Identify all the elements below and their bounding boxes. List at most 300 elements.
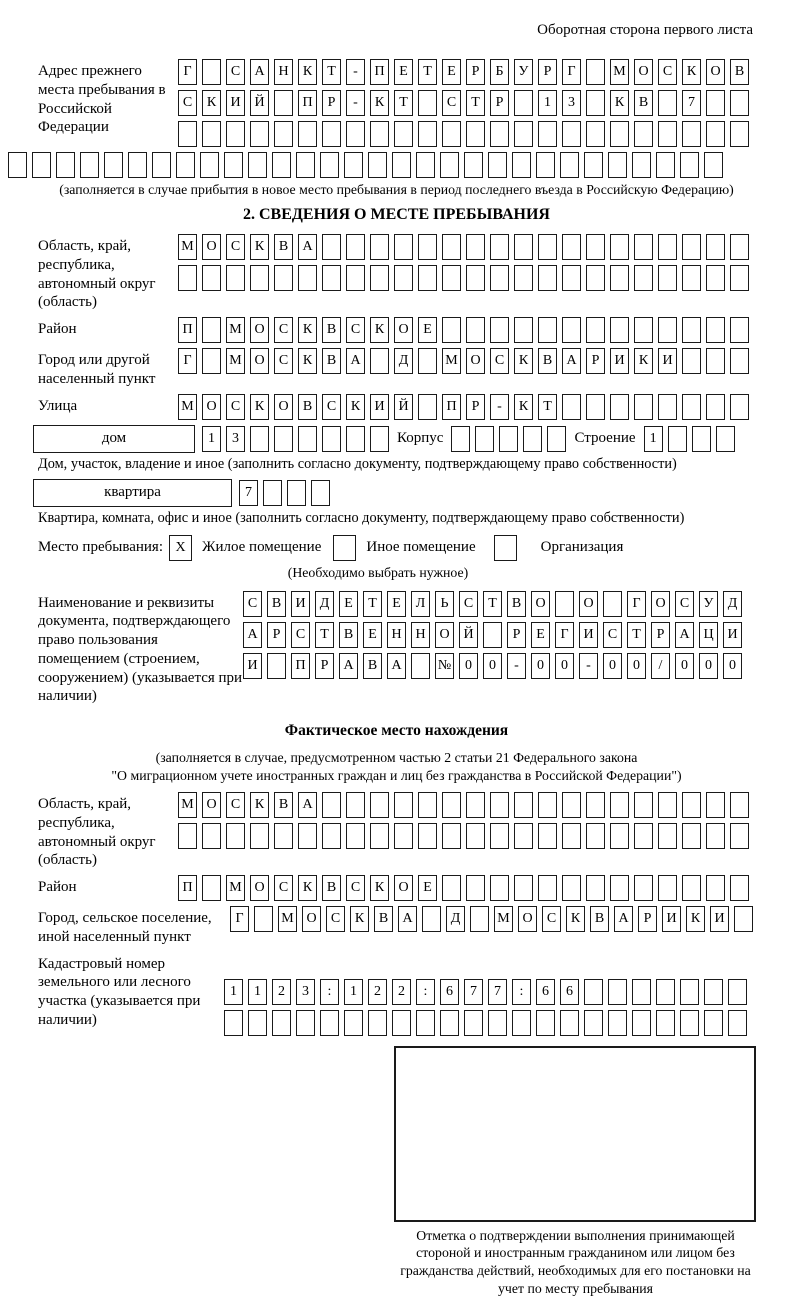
char-cell[interactable] [466, 234, 485, 260]
char-cell[interactable]: В [298, 394, 317, 420]
char-cell[interactable]: С [226, 234, 245, 260]
char-cell[interactable]: Е [394, 59, 413, 85]
char-cell[interactable] [562, 265, 581, 291]
char-cell[interactable]: Г [562, 59, 581, 85]
char-cell[interactable]: 2 [368, 979, 387, 1005]
char-cell[interactable] [346, 234, 365, 260]
stay-checkbox-organization[interactable] [494, 535, 517, 561]
char-cell[interactable] [586, 394, 605, 420]
char-cell[interactable]: А [346, 348, 365, 374]
char-cell[interactable] [514, 792, 533, 818]
char-cell[interactable] [682, 394, 701, 420]
char-cell[interactable]: Т [363, 591, 382, 617]
char-cell[interactable]: И [243, 653, 262, 679]
char-cell[interactable] [603, 591, 622, 617]
char-cell[interactable]: А [562, 348, 581, 374]
char-cell[interactable] [466, 121, 485, 147]
char-cell[interactable] [682, 348, 701, 374]
char-cell[interactable] [658, 317, 677, 343]
char-cell[interactable]: Р [507, 622, 526, 648]
char-cell[interactable] [562, 792, 581, 818]
char-cell[interactable] [346, 426, 365, 452]
char-cell[interactable]: О [250, 317, 269, 343]
char-cell[interactable]: 0 [555, 653, 574, 679]
char-cell[interactable]: 1 [224, 979, 243, 1005]
char-cell[interactable] [608, 979, 627, 1005]
char-cell[interactable] [586, 823, 605, 849]
char-cell[interactable] [202, 265, 221, 291]
char-cell[interactable]: К [634, 348, 653, 374]
char-cell[interactable] [202, 823, 221, 849]
char-cell[interactable] [730, 265, 749, 291]
char-cell[interactable]: Г [555, 622, 574, 648]
char-cell[interactable] [538, 234, 557, 260]
stay-checkbox-other[interactable] [333, 535, 356, 561]
char-cell[interactable] [466, 792, 485, 818]
char-cell[interactable] [523, 426, 542, 452]
char-cell[interactable] [538, 792, 557, 818]
char-cell[interactable] [202, 875, 221, 901]
char-cell[interactable]: 2 [392, 979, 411, 1005]
char-cell[interactable]: И [291, 591, 310, 617]
char-cell[interactable] [226, 121, 245, 147]
char-cell[interactable] [394, 234, 413, 260]
char-cell[interactable]: М [226, 348, 245, 374]
char-cell[interactable] [680, 152, 699, 178]
char-cell[interactable]: Ь [435, 591, 454, 617]
char-cell[interactable] [488, 1010, 507, 1036]
char-cell[interactable]: К [566, 906, 585, 932]
char-cell[interactable] [226, 265, 245, 291]
char-cell[interactable]: О [202, 394, 221, 420]
char-cell[interactable] [56, 152, 75, 178]
char-cell[interactable]: Т [315, 622, 334, 648]
char-cell[interactable] [562, 823, 581, 849]
char-cell[interactable] [178, 823, 197, 849]
char-cell[interactable] [322, 792, 341, 818]
char-cell[interactable]: К [686, 906, 705, 932]
char-cell[interactable]: Д [315, 591, 334, 617]
char-cell[interactable]: П [370, 59, 389, 85]
char-cell[interactable] [728, 979, 747, 1005]
char-cell[interactable]: М [226, 875, 245, 901]
char-cell[interactable]: О [706, 59, 725, 85]
char-cell[interactable]: Т [394, 90, 413, 116]
char-cell[interactable]: Г [178, 348, 197, 374]
char-cell[interactable]: В [634, 90, 653, 116]
char-cell[interactable] [632, 1010, 651, 1036]
char-cell[interactable] [704, 979, 723, 1005]
char-cell[interactable]: 0 [699, 653, 718, 679]
char-cell[interactable] [416, 1010, 435, 1036]
char-cell[interactable] [274, 426, 293, 452]
char-cell[interactable]: № [435, 653, 454, 679]
char-cell[interactable]: - [579, 653, 598, 679]
char-cell[interactable] [706, 265, 725, 291]
char-cell[interactable]: К [514, 394, 533, 420]
char-cell[interactable]: 7 [464, 979, 483, 1005]
char-cell[interactable]: В [507, 591, 526, 617]
char-cell[interactable]: Б [490, 59, 509, 85]
char-cell[interactable]: Т [538, 394, 557, 420]
char-cell[interactable] [538, 265, 557, 291]
char-cell[interactable] [608, 1010, 627, 1036]
char-cell[interactable]: Т [627, 622, 646, 648]
char-cell[interactable]: О [518, 906, 537, 932]
char-cell[interactable] [274, 265, 293, 291]
char-cell[interactable] [730, 234, 749, 260]
char-cell[interactable] [586, 90, 605, 116]
char-cell[interactable] [254, 906, 273, 932]
char-cell[interactable]: 1 [248, 979, 267, 1005]
char-cell[interactable]: О [435, 622, 454, 648]
char-cell[interactable]: Т [418, 59, 437, 85]
char-cell[interactable] [514, 90, 533, 116]
char-cell[interactable] [586, 59, 605, 85]
char-cell[interactable]: И [226, 90, 245, 116]
char-cell[interactable] [442, 317, 461, 343]
char-cell[interactable]: Д [394, 348, 413, 374]
char-cell[interactable]: М [610, 59, 629, 85]
char-cell[interactable] [538, 121, 557, 147]
char-cell[interactable] [418, 792, 437, 818]
char-cell[interactable]: К [370, 317, 389, 343]
char-cell[interactable]: О [394, 875, 413, 901]
char-cell[interactable] [442, 265, 461, 291]
char-cell[interactable] [202, 59, 221, 85]
char-cell[interactable] [730, 792, 749, 818]
char-cell[interactable]: В [590, 906, 609, 932]
char-cell[interactable] [466, 875, 485, 901]
char-cell[interactable]: К [298, 317, 317, 343]
char-cell[interactable] [346, 792, 365, 818]
char-cell[interactable] [320, 1010, 339, 1036]
char-cell[interactable] [248, 1010, 267, 1036]
char-cell[interactable]: 0 [483, 653, 502, 679]
char-cell[interactable]: С [226, 394, 245, 420]
char-cell[interactable]: Е [442, 59, 461, 85]
char-cell[interactable] [418, 90, 437, 116]
char-cell[interactable]: А [298, 792, 317, 818]
char-cell[interactable] [394, 121, 413, 147]
char-cell[interactable] [634, 234, 653, 260]
char-cell[interactable]: В [267, 591, 286, 617]
char-cell[interactable] [730, 90, 749, 116]
char-cell[interactable] [200, 152, 219, 178]
char-cell[interactable]: П [291, 653, 310, 679]
char-cell[interactable]: : [416, 979, 435, 1005]
char-cell[interactable] [346, 823, 365, 849]
char-cell[interactable] [584, 1010, 603, 1036]
char-cell[interactable]: С [542, 906, 561, 932]
char-cell[interactable]: С [442, 90, 461, 116]
char-cell[interactable]: К [250, 234, 269, 260]
char-cell[interactable] [274, 121, 293, 147]
char-cell[interactable] [370, 426, 389, 452]
char-cell[interactable] [490, 234, 509, 260]
char-cell[interactable]: Г [230, 906, 249, 932]
char-cell[interactable]: Й [459, 622, 478, 648]
char-cell[interactable] [322, 265, 341, 291]
char-cell[interactable]: Р [586, 348, 605, 374]
char-cell[interactable]: 6 [560, 979, 579, 1005]
char-cell[interactable] [418, 234, 437, 260]
char-cell[interactable]: Т [466, 90, 485, 116]
char-cell[interactable]: О [531, 591, 550, 617]
char-cell[interactable] [322, 234, 341, 260]
char-cell[interactable] [298, 121, 317, 147]
char-cell[interactable]: В [322, 348, 341, 374]
char-cell[interactable]: 7 [682, 90, 701, 116]
char-cell[interactable] [248, 152, 267, 178]
char-cell[interactable] [440, 1010, 459, 1036]
char-cell[interactable] [287, 480, 306, 506]
char-cell[interactable] [298, 265, 317, 291]
char-cell[interactable] [418, 121, 437, 147]
char-cell[interactable] [32, 152, 51, 178]
char-cell[interactable] [730, 394, 749, 420]
char-cell[interactable] [706, 234, 725, 260]
char-cell[interactable]: Р [638, 906, 657, 932]
char-cell[interactable]: 0 [675, 653, 694, 679]
char-cell[interactable] [547, 426, 566, 452]
char-cell[interactable]: М [178, 234, 197, 260]
char-cell[interactable] [490, 121, 509, 147]
char-cell[interactable] [562, 121, 581, 147]
char-cell[interactable] [514, 234, 533, 260]
char-cell[interactable] [730, 823, 749, 849]
char-cell[interactable] [394, 823, 413, 849]
char-cell[interactable] [610, 875, 629, 901]
char-cell[interactable]: 1 [344, 979, 363, 1005]
char-cell[interactable]: 0 [531, 653, 550, 679]
char-cell[interactable] [422, 906, 441, 932]
char-cell[interactable] [536, 1010, 555, 1036]
char-cell[interactable] [656, 152, 675, 178]
char-cell[interactable] [728, 1010, 747, 1036]
char-cell[interactable]: Р [490, 90, 509, 116]
char-cell[interactable]: В [374, 906, 393, 932]
char-cell[interactable]: О [466, 348, 485, 374]
char-cell[interactable] [322, 121, 341, 147]
char-cell[interactable] [451, 426, 470, 452]
char-cell[interactable] [658, 823, 677, 849]
char-cell[interactable] [298, 823, 317, 849]
char-cell[interactable]: Р [466, 394, 485, 420]
char-cell[interactable] [704, 152, 723, 178]
char-cell[interactable] [512, 152, 531, 178]
char-cell[interactable]: В [538, 348, 557, 374]
char-cell[interactable] [490, 875, 509, 901]
char-cell[interactable]: К [298, 59, 317, 85]
char-cell[interactable]: О [250, 348, 269, 374]
char-cell[interactable] [370, 823, 389, 849]
char-cell[interactable]: М [178, 394, 197, 420]
char-cell[interactable]: М [226, 317, 245, 343]
char-cell[interactable] [320, 152, 339, 178]
char-cell[interactable]: - [490, 394, 509, 420]
char-cell[interactable] [692, 426, 711, 452]
char-cell[interactable]: Ц [699, 622, 718, 648]
char-cell[interactable] [466, 317, 485, 343]
char-cell[interactable] [682, 317, 701, 343]
char-cell[interactable]: С [603, 622, 622, 648]
char-cell[interactable] [224, 152, 243, 178]
char-cell[interactable]: О [274, 394, 293, 420]
char-cell[interactable] [706, 121, 725, 147]
char-cell[interactable]: О [394, 317, 413, 343]
char-cell[interactable]: О [202, 792, 221, 818]
char-cell[interactable] [586, 792, 605, 818]
char-cell[interactable]: П [442, 394, 461, 420]
char-cell[interactable] [680, 1010, 699, 1036]
char-cell[interactable] [704, 1010, 723, 1036]
char-cell[interactable]: А [614, 906, 633, 932]
char-cell[interactable]: И [610, 348, 629, 374]
char-cell[interactable] [440, 152, 459, 178]
char-cell[interactable] [514, 875, 533, 901]
char-cell[interactable]: О [651, 591, 670, 617]
char-cell[interactable] [634, 875, 653, 901]
char-cell[interactable]: С [658, 59, 677, 85]
char-cell[interactable] [442, 234, 461, 260]
char-cell[interactable] [344, 152, 363, 178]
char-cell[interactable]: П [178, 875, 197, 901]
char-cell[interactable] [682, 265, 701, 291]
char-cell[interactable] [368, 152, 387, 178]
char-cell[interactable] [680, 979, 699, 1005]
char-cell[interactable] [536, 152, 555, 178]
char-cell[interactable]: К [298, 875, 317, 901]
char-cell[interactable] [658, 394, 677, 420]
char-cell[interactable]: П [178, 317, 197, 343]
char-cell[interactable]: С [675, 591, 694, 617]
char-cell[interactable] [610, 265, 629, 291]
char-cell[interactable] [514, 823, 533, 849]
char-cell[interactable] [706, 90, 725, 116]
char-cell[interactable] [682, 792, 701, 818]
char-cell[interactable] [610, 394, 629, 420]
char-cell[interactable] [311, 480, 330, 506]
char-cell[interactable] [658, 265, 677, 291]
char-cell[interactable] [442, 121, 461, 147]
char-cell[interactable] [730, 121, 749, 147]
char-cell[interactable]: И [662, 906, 681, 932]
char-cell[interactable] [394, 265, 413, 291]
char-cell[interactable]: Й [394, 394, 413, 420]
char-cell[interactable] [263, 480, 282, 506]
char-cell[interactable] [658, 792, 677, 818]
char-cell[interactable] [634, 121, 653, 147]
char-cell[interactable]: / [651, 653, 670, 679]
char-cell[interactable]: 6 [440, 979, 459, 1005]
char-cell[interactable] [499, 426, 518, 452]
char-cell[interactable] [608, 152, 627, 178]
char-cell[interactable] [538, 317, 557, 343]
char-cell[interactable] [586, 121, 605, 147]
char-cell[interactable] [610, 823, 629, 849]
char-cell[interactable] [128, 152, 147, 178]
char-cell[interactable] [730, 875, 749, 901]
char-cell[interactable]: В [322, 875, 341, 901]
char-cell[interactable]: О [250, 875, 269, 901]
char-cell[interactable] [224, 1010, 243, 1036]
char-cell[interactable] [632, 152, 651, 178]
char-cell[interactable]: И [658, 348, 677, 374]
char-cell[interactable]: К [370, 90, 389, 116]
char-cell[interactable]: С [326, 906, 345, 932]
char-cell[interactable] [658, 875, 677, 901]
char-cell[interactable] [346, 121, 365, 147]
char-cell[interactable]: : [320, 979, 339, 1005]
char-cell[interactable]: 3 [296, 979, 315, 1005]
char-cell[interactable]: И [710, 906, 729, 932]
char-cell[interactable]: Р [315, 653, 334, 679]
char-cell[interactable]: Н [274, 59, 293, 85]
char-cell[interactable] [538, 823, 557, 849]
char-cell[interactable] [442, 875, 461, 901]
char-cell[interactable] [730, 348, 749, 374]
char-cell[interactable] [634, 823, 653, 849]
char-cell[interactable]: С [322, 394, 341, 420]
char-cell[interactable] [272, 1010, 291, 1036]
char-cell[interactable] [418, 823, 437, 849]
char-cell[interactable]: 7 [239, 480, 258, 506]
char-cell[interactable]: 1 [202, 426, 221, 452]
char-cell[interactable]: Е [339, 591, 358, 617]
char-cell[interactable] [202, 348, 221, 374]
char-cell[interactable] [272, 152, 291, 178]
char-cell[interactable] [274, 823, 293, 849]
char-cell[interactable] [560, 1010, 579, 1036]
char-cell[interactable] [416, 152, 435, 178]
char-cell[interactable]: С [178, 90, 197, 116]
char-cell[interactable] [8, 152, 27, 178]
char-cell[interactable]: 0 [723, 653, 742, 679]
char-cell[interactable] [226, 823, 245, 849]
char-cell[interactable] [322, 823, 341, 849]
char-cell[interactable]: Е [531, 622, 550, 648]
char-cell[interactable]: С [226, 59, 245, 85]
char-cell[interactable]: К [610, 90, 629, 116]
char-cell[interactable] [706, 348, 725, 374]
char-cell[interactable]: : [512, 979, 531, 1005]
char-cell[interactable]: А [250, 59, 269, 85]
char-cell[interactable]: В [363, 653, 382, 679]
char-cell[interactable]: 1 [644, 426, 663, 452]
char-cell[interactable] [346, 265, 365, 291]
char-cell[interactable] [555, 591, 574, 617]
char-cell[interactable] [538, 875, 557, 901]
char-cell[interactable] [584, 979, 603, 1005]
char-cell[interactable] [296, 1010, 315, 1036]
char-cell[interactable] [411, 653, 430, 679]
char-cell[interactable] [475, 426, 494, 452]
char-cell[interactable] [490, 265, 509, 291]
char-cell[interactable] [706, 317, 725, 343]
char-cell[interactable] [250, 426, 269, 452]
char-cell[interactable]: М [278, 906, 297, 932]
char-cell[interactable]: 0 [603, 653, 622, 679]
char-cell[interactable] [464, 1010, 483, 1036]
char-cell[interactable] [464, 152, 483, 178]
char-cell[interactable]: 2 [272, 979, 291, 1005]
char-cell[interactable] [716, 426, 735, 452]
char-cell[interactable]: Т [483, 591, 502, 617]
char-cell[interactable] [250, 265, 269, 291]
char-cell[interactable] [658, 90, 677, 116]
char-cell[interactable] [418, 394, 437, 420]
